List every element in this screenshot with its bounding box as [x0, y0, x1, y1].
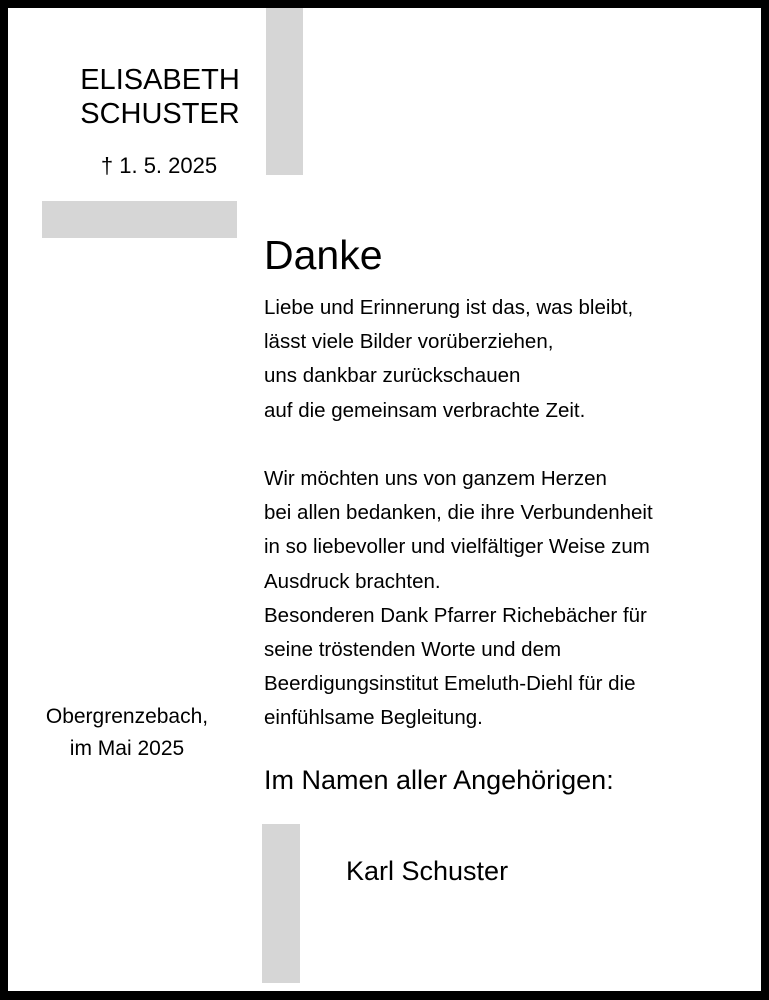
place-town: Obergrenzebach,: [45, 705, 209, 728]
deceased-name: [8, 63, 308, 131]
verse-line: Liebe und Erinnerung ist das, was bleibt,: [264, 296, 634, 319]
deceased-last-name: SCHUSTER: [80, 98, 240, 130]
message-line: Wir möchten uns von ganzem Herzen: [264, 467, 607, 490]
message-line: in so liebevoller und vielfältiger Weise zum: [264, 535, 650, 559]
verse-line: auf die gemeinsam verbrachte Zeit.: [264, 398, 586, 422]
place-date: im Mai 2025: [69, 737, 185, 760]
obituary-card: [8, 8, 761, 991]
deceased-first-name: ELISABETH: [80, 64, 240, 96]
message-line: Besonderen Dank Pfarrer Richebächer für: [264, 603, 647, 627]
decorative-bar-bottom: [262, 824, 300, 983]
death-date: † 1. 5. 2025: [100, 153, 218, 178]
notice-body: [264, 291, 653, 736]
paragraph-gap: [264, 428, 653, 462]
verse-line: uns dankbar zurückschauen: [264, 364, 521, 388]
message-line: einfühlsame Begleitung.: [264, 706, 483, 730]
verse-line: lässt viele Bilder vorüberziehen,: [264, 330, 554, 354]
signer-name: Karl Schuster: [346, 856, 509, 886]
message-line: Ausdruck brachten.: [264, 569, 441, 593]
message-line: bei allen bedanken, die ihre Verbundenheit: [264, 501, 653, 525]
signoff-text: Im Namen aller Angehörigen:: [264, 765, 614, 795]
message-line: Beerdigungsinstitut Emeluth-Diehl für die: [264, 672, 636, 696]
decorative-bar-left: [42, 201, 237, 238]
heading-danke: Danke: [264, 232, 383, 278]
message-line: seine tröstenden Worte und dem: [264, 638, 562, 662]
place-and-date: [8, 701, 246, 765]
